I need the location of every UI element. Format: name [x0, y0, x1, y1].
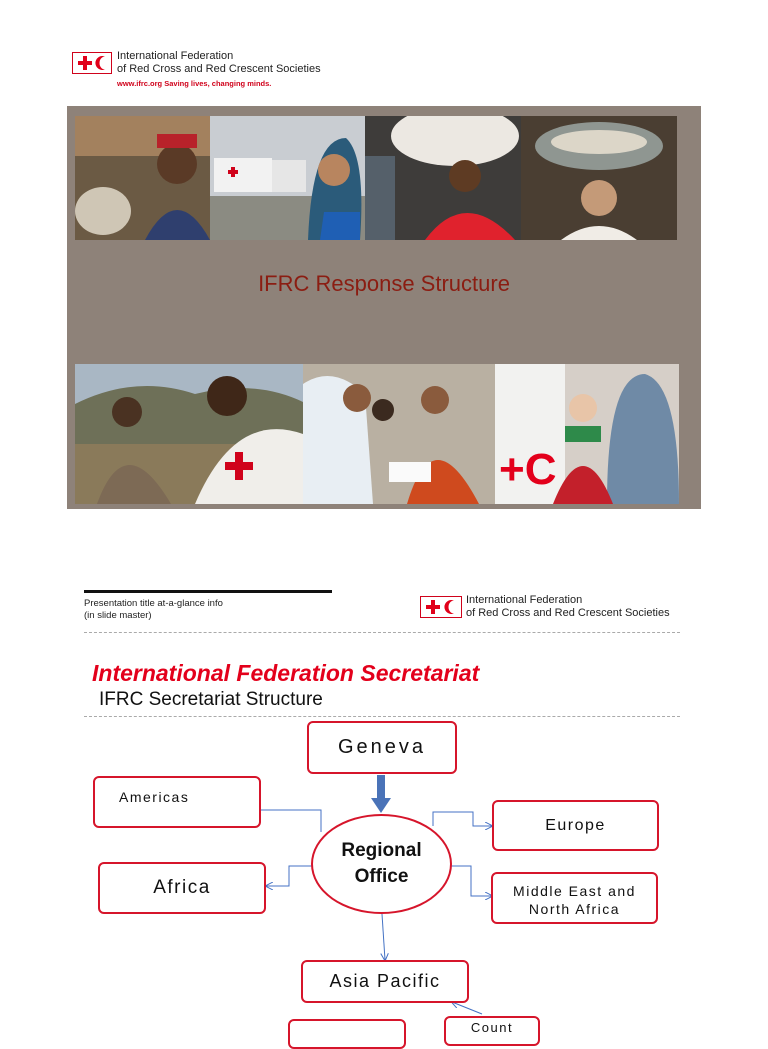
- node-africa: Africa: [98, 862, 266, 914]
- node-asia-pacific: Asia Pacific: [301, 960, 469, 1003]
- slide-subheading: IFRC Secretariat Structure: [99, 689, 323, 710]
- connector-partial: [452, 1002, 482, 1014]
- logo-name: International Federation of Red Cross and Red Crescent Societies: [466, 594, 670, 619]
- geneva-down-arrow: [377, 775, 385, 799]
- node-americas: Americas: [93, 776, 261, 828]
- node-mena: Middle East and North Africa: [491, 872, 658, 924]
- connector-asia-pacific: [382, 914, 385, 960]
- connector-mena: [448, 866, 492, 896]
- node-europe: Europe: [492, 800, 659, 851]
- connector-americas: [253, 810, 321, 832]
- svg-text:+C: +C: [499, 445, 557, 494]
- node-geneva: Geneva: [307, 721, 457, 774]
- geneva-down-arrowhead: [371, 798, 391, 813]
- connector-europe: [433, 812, 492, 826]
- node-regional-office: Regional Office: [311, 814, 452, 914]
- slide-heading: International Federation Secretariat: [92, 660, 480, 686]
- logo-tagline-text: Saving lives, changing minds.: [164, 79, 272, 88]
- presentation-info: Presentation title at-a-glance info (in slide master): [84, 598, 223, 621]
- connector-africa: [266, 866, 313, 886]
- node-bottom-right-partial: Count: [444, 1016, 540, 1046]
- slide-title: IFRC Response Structure: [258, 271, 510, 296]
- logo-name: International Federation of Red Cross and Red Crescent Societies: [117, 50, 321, 75]
- logo-url: www.ifrc.org: [117, 79, 163, 88]
